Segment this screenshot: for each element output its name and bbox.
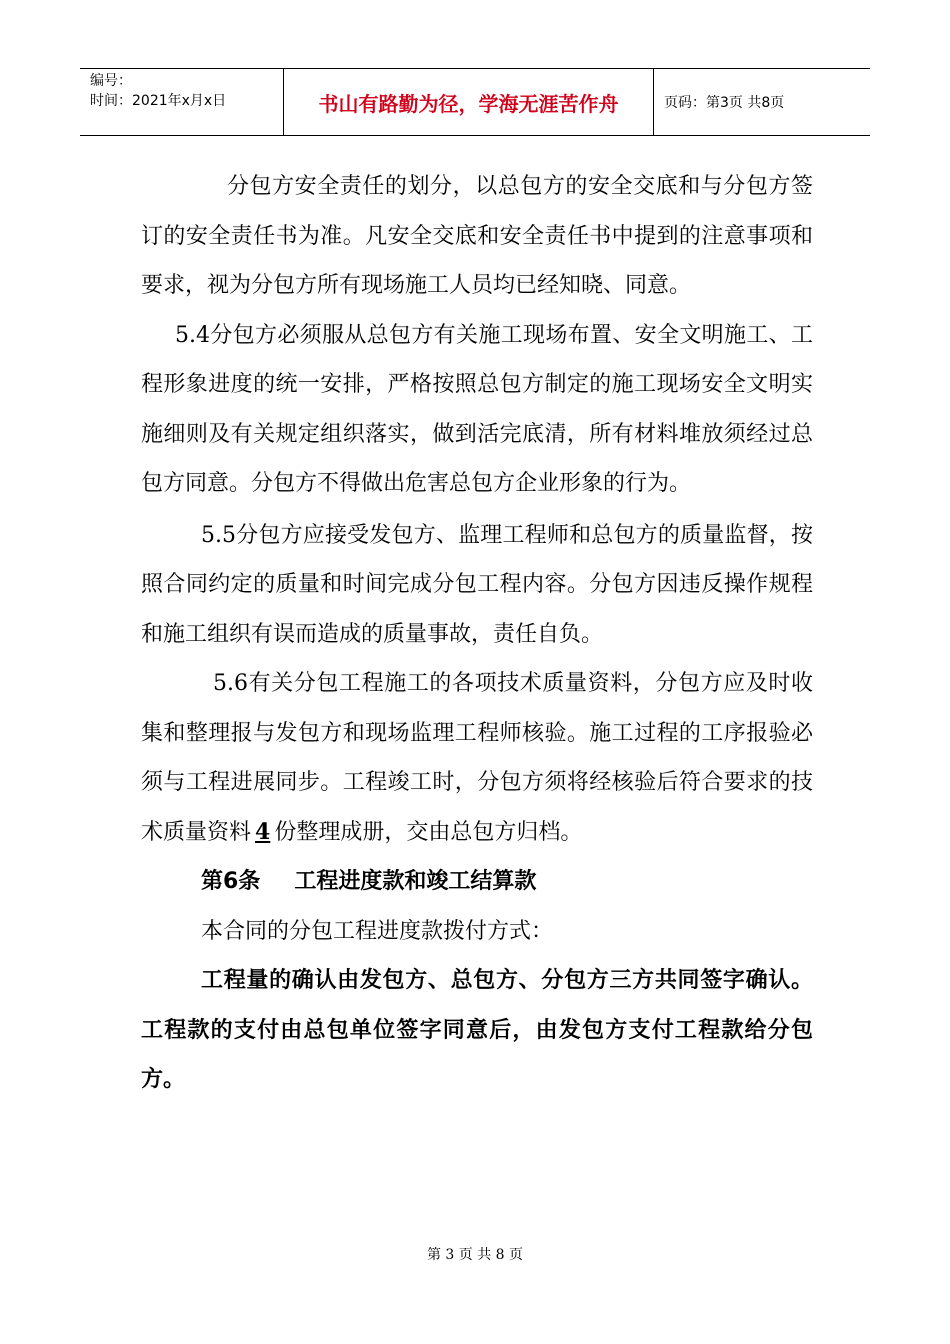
paragraph-safety-responsibility: 分包方安全责任的划分，以总包方的安全交底和与分包方签订的安全责任书为准。凡安全交底和安全责任书中提到的注意事项和要求，视为分包方所有现场施工人员均已经知晓、同意。 (141, 174, 813, 298)
section-6-payment-terms: 工程量的确认由发包方、总包方、分包方三方共同签字确认。工程款的支付由总包单位签字同意后，由发包方支付工程款给分包方。 (141, 968, 813, 1092)
paragraph-clause-5-6 (141, 659, 813, 857)
clause-5-6-text: 5.6有关分包工程施工的各项技术质量资料，分包方应及时收集和整理报与发包方和现场监理工程师核验。施工过程的工序报验必须与工程进展同步。工程竣工时，分包方须将经核验后符合要求的技术质量资料 (141, 671, 813, 845)
page-footer: 第 3 页 共 8 页 (426, 1247, 524, 1263)
document-copies-count: 4 (255, 818, 271, 845)
section-6-number: 第6条 (201, 869, 261, 894)
paragraph-clause-5-5: 5.5分包方应接受发包方、监理工程师和总包方的质量监督，按照合同约定的质量和时间完成分包工程内容。分包方因违反操作规程和施工组织有误而造成的质量事故，责任自负。 (141, 522, 813, 647)
section-6-intro: 本合同的分包工程进度款拨付方式： (201, 918, 554, 944)
page-header (80, 68, 870, 136)
paragraph-clause-5-4: 5.4分包方必须服从总包方有关施工现场布置、安全文明施工、工程形象进度的统一安排，严格按照总包方制定的施工现场安全文明实施细则及有关规定组织落实，做到活完底清，所有材料堆放须经过总包方同意。分包方不得做出危害总包方企业形象的行为。 (141, 322, 813, 496)
header-page-info: 页码：第3页 共8页 (664, 95, 785, 111)
section-6-title: 工程进度款和竣工结算款 (294, 869, 537, 894)
clause-5-6-text-end: 份整理成册，交由总包方归档。 (274, 819, 583, 845)
document-number-label: 编号： (90, 73, 132, 89)
header-motto: 书山有路勤为径，学海无涯苦作舟 (283, 69, 654, 135)
section-6-heading (141, 857, 813, 907)
document-date: 时间：2021年x月x日 (90, 93, 227, 109)
document-body (141, 162, 813, 1105)
header-meta (80, 69, 283, 135)
